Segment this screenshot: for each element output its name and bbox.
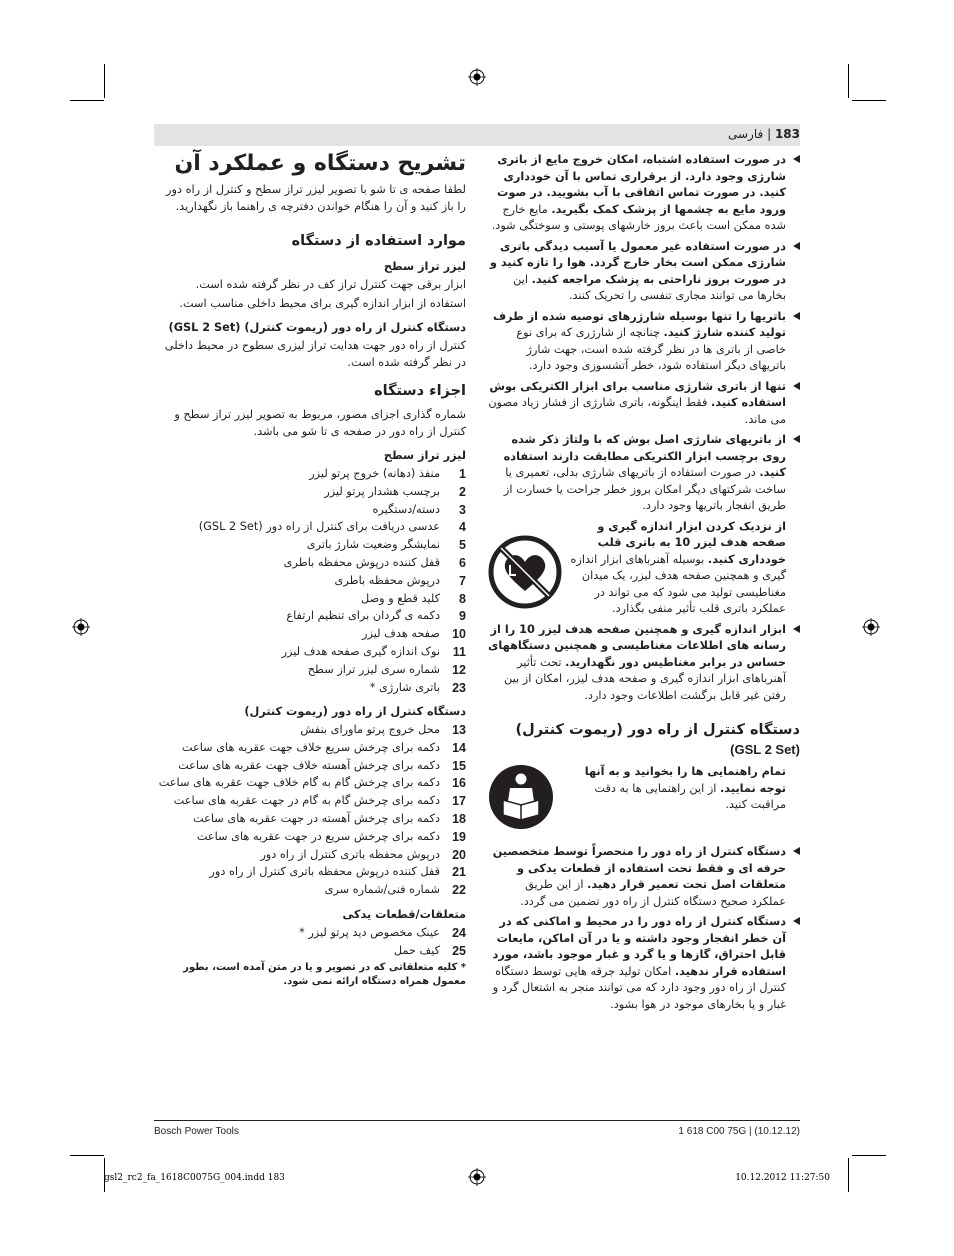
usage-subheading: دستگاه کنترل از راه دور (ریموت کنترل) (GSL 2 Set) bbox=[168, 321, 466, 334]
item-number: 14 bbox=[452, 740, 466, 755]
triangle-bullet-icon bbox=[793, 155, 800, 163]
list-item bbox=[154, 680, 466, 697]
item-text: قفل کننده درپوش محفظه باطری bbox=[283, 555, 440, 569]
list-item bbox=[154, 758, 466, 775]
item-number: 22 bbox=[452, 883, 466, 898]
item-number: 8 bbox=[459, 591, 466, 606]
item-number: 19 bbox=[452, 829, 466, 844]
registration-mark-icon bbox=[468, 68, 486, 86]
intro-text: لطفا صفحه ی تا شو با تصویر لیزر تراز سطح و کنترل از راه دور را باز کنید و آن را هنگام خواندن دفترچه ی راهنما باز نگهدارید. bbox=[166, 183, 466, 213]
pacemaker-warning: از نزدیک کردن ابزار اندازه گیری و صفحه هدف لیزر 10 به باتری قلب خودداری کنید. بوسیله آهنرباهای ابزار اندازه گیری و همچنین صفحه هدف لیزر، یک میدان مغناطیسی تولید می شود که می تواند در عملکرد باتری قلب تأثیر منفی بگذارد. bbox=[488, 519, 800, 618]
item-text: عدسی دریافت برای کنترل از راه دور (GSL 2 Set) bbox=[198, 520, 440, 534]
item-number: 18 bbox=[452, 812, 466, 827]
list-item bbox=[154, 519, 466, 536]
item-text: دکمه برای چرخش گام به گام در جهت عقربه های ساعت bbox=[173, 794, 440, 808]
list-item bbox=[154, 608, 466, 625]
crop-mark bbox=[848, 64, 849, 98]
parts-subheading: متعلقات/قطعات یدکی bbox=[342, 907, 466, 921]
footer-code: 1 618 C00 75G | (10.12.12) bbox=[678, 1126, 800, 1137]
list-item bbox=[154, 626, 466, 643]
triangle-bullet-icon bbox=[793, 382, 800, 390]
list-item bbox=[154, 829, 466, 846]
page-number: 183 bbox=[774, 127, 800, 141]
remote-bullet: دستگاه کنترل از راه دور را در محیط و اماکنی که در آن خطر انفجار وجود داشته و یا در آن اماکن، مایعات قابل احتراق، گازها و یا گرد و غبار موجود باشد، مورد استفاده قرار ندهید. امکان تولید جرقه هایی توسط دستگاه کنترل از راه دور وجود دارد که می توانند منجر به اشتعال گرد و غبار و یا بخارهای موجود در هوا بشود. bbox=[488, 914, 800, 1013]
item-text: دکمه برای چرخش گام به گام خلاف جهت عقربه های ساعت bbox=[158, 776, 440, 790]
list-item bbox=[154, 537, 466, 554]
crop-mark bbox=[852, 1155, 886, 1156]
battery-bullet: باتریها را تنها بوسیله شارژرهای توصیه شده از طرف تولید کننده شارژ کنید. چنانچه از شارژری که برای نوع خاصی از باتری ها در نظر گرفته شده است، جهت شارژ باتریهای دیگر استفاده شود، خطر آتشسوزی وجود دارد. bbox=[488, 309, 800, 375]
list-item bbox=[154, 740, 466, 757]
item-number: 20 bbox=[452, 847, 466, 862]
item-number: 12 bbox=[452, 662, 466, 677]
registration-mark-icon bbox=[468, 1168, 486, 1186]
list-item bbox=[154, 466, 466, 483]
triangle-bullet-icon bbox=[793, 435, 800, 443]
item-text: کیف حمل bbox=[393, 943, 440, 957]
list-item bbox=[154, 793, 466, 810]
item-number: 10 bbox=[452, 627, 466, 642]
accessories-note: * کلیه متعلقاتی که در تصویر و یا در متن آمده است، بطور معمول همراه دستگاه ارائه نمی شود. bbox=[183, 962, 466, 988]
item-text: دکمه برای چرخش آهسته در جهت عقربه های ساعت bbox=[193, 812, 440, 826]
right-column bbox=[488, 152, 800, 1017]
list-item bbox=[154, 811, 466, 828]
item-text: محل خروج پرتو ماورای بنفش bbox=[300, 723, 440, 737]
section-title: تشریح دستگاه و عملکرد آن bbox=[174, 151, 466, 176]
crop-mark bbox=[70, 1155, 104, 1156]
language-label: فارسی bbox=[728, 127, 764, 141]
item-number: 23 bbox=[452, 680, 466, 695]
item-number: 24 bbox=[452, 925, 466, 940]
item-number: 13 bbox=[452, 723, 466, 738]
list-item bbox=[154, 662, 466, 679]
remote-safety-heading: دستگاه کنترل از راه دور (ریموت کنترل) (GSL 2 Set) bbox=[515, 722, 800, 757]
battery-bullet: تنها از باتری شارژی مناسب برای ابزار الکتریکی بوش استفاده کنید. فقط اینگونه، باتری شارژی از فشار زیاد مصون می ماند. bbox=[488, 379, 800, 429]
slug-file: gsl2_rc2_fa_1618C0075G_004.indd 183 bbox=[104, 1173, 285, 1183]
registration-mark-icon bbox=[72, 618, 90, 636]
item-text: صفحه هدف لیزر bbox=[362, 627, 440, 641]
item-text: درپوش محفظه باتری کنترل از راه دور bbox=[260, 847, 440, 861]
list-item bbox=[154, 882, 466, 899]
item-number: 17 bbox=[452, 794, 466, 809]
item-text: کلید قطع و وصل bbox=[361, 591, 440, 605]
item-number: 9 bbox=[459, 609, 466, 624]
footer-rule bbox=[154, 1120, 800, 1121]
no-pacemaker-icon bbox=[488, 535, 562, 609]
parts-subheading: دستگاه کنترل از راه دور (ریموت کنترل) bbox=[244, 705, 466, 719]
list-item bbox=[154, 943, 466, 960]
item-text: دکمه ی گردان برای تنظیم ارتفاع bbox=[286, 609, 440, 623]
item-text: دکمه برای چرخش آهسته خلاف جهت عقربه های ساعت bbox=[178, 758, 440, 772]
list-item bbox=[154, 502, 466, 519]
registration-mark-icon bbox=[862, 618, 880, 636]
remote-bullet: دستگاه کنترل از راه دور را منحصراً توسط متخصصین حرفه ای و فقط تحت استفاده از قطعات یدکی و متعلقات اصل تحت تعمیر قرار دهید. از این طریق عملکرد صحیح دستگاه کنترل از راه دور تضمین می گردد. bbox=[488, 844, 800, 910]
item-text: قفل کننده درپوش محفظه باتری کنترل از راه دور bbox=[209, 865, 440, 879]
item-number: 2 bbox=[459, 484, 466, 499]
list-item bbox=[154, 644, 466, 661]
parts-list-laser bbox=[154, 466, 466, 696]
parts-list-accessories bbox=[154, 925, 466, 959]
battery-bullet: از باتریهای شارژی اصل بوش که با ولتاژ ذکر شده روی برچسب ابزار الکتریکی مطابقت دارند استفاده کنید. در صورت استفاده از باتریهای شارژی بدلی، تعمیری یا ساخت شرکتهای دیگر امکان بروز خطر جراحت یا خسارت از طریق انفجار باتریها وجود دارد. bbox=[488, 432, 800, 515]
triangle-bullet-icon bbox=[793, 847, 800, 855]
triangle-bullet-icon bbox=[793, 625, 800, 633]
read-manual-icon bbox=[488, 764, 554, 830]
usage-subheading: لیزر تراز سطح bbox=[383, 260, 466, 273]
left-column bbox=[154, 150, 466, 989]
battery-bullet: در صورت استفاده غیر معمول یا آسیب دیدگی باتری شارژی ممکن است بخار خارج گردد. هوا را تازه کنید و در صورت بروز ناراحتی به پزشک مراجعه کنید. این بخارها می توانند مجاری تنفسی را تحریک کنند. bbox=[488, 239, 800, 305]
list-item bbox=[154, 555, 466, 572]
battery-bullet: در صورت استفاده اشتباه، امکان خروج مایع از باتری شارژی وجود دارد. از برقراری تماس با آن خودداری کنید. در صورت تماس اتفاقی با آب بشویید. در صوت ورود مایع به چشمها از پزشک کمک بگیرید. مایع خارج شده ممکن است باعث بروز خارشهای پوستی و سوختگی شود. bbox=[488, 152, 800, 235]
parts-intro: شماره گذاری اجزای مصور، مربوط به تصویر لیزر تراز سطح و کنترل از راه دور در صفحه ی تا شو می باشد. bbox=[174, 408, 466, 438]
triangle-bullet-icon bbox=[793, 917, 800, 925]
item-text: عینک مخصوص دید پرتو لیزر * bbox=[299, 925, 440, 939]
header-bar bbox=[154, 124, 800, 146]
item-number: 25 bbox=[452, 943, 466, 958]
item-text: برچسب هشدار پرتو لیزر bbox=[324, 484, 440, 498]
slug-date: 10.12.2012 11:27:50 bbox=[735, 1173, 830, 1183]
usage-text: ابزار برقی جهت کنترل تراز کف در نظر گرفته شده است. bbox=[195, 278, 466, 291]
list-item bbox=[154, 775, 466, 792]
item-number: 3 bbox=[459, 502, 466, 517]
item-text: شماره سری لیزر تراز سطح bbox=[307, 662, 440, 676]
item-number: 1 bbox=[459, 467, 466, 481]
list-item bbox=[154, 864, 466, 881]
page-header: 183 | فارسی bbox=[728, 127, 800, 141]
list-item bbox=[154, 573, 466, 590]
usage-text: استفاده از ابزار اندازه گیری برای محیط داخلی مناسب است. bbox=[179, 296, 466, 310]
triangle-bullet-icon bbox=[793, 312, 800, 320]
list-item bbox=[154, 847, 466, 864]
item-number: 4 bbox=[459, 520, 466, 535]
usage-text: کنترل از راه دور جهت هدایت تراز لیزری سطوح در محیط داخلی در نظر گرفته شده است. bbox=[164, 339, 466, 369]
item-number: 21 bbox=[452, 865, 466, 880]
parts-heading: اجزاء دستگاه bbox=[374, 383, 466, 399]
read-manual-warning: تمام راهنمایی ها را بخوانید و به آنها توجه نمایید. از این راهنمایی ها به دقت مراقبت کنید. bbox=[488, 764, 800, 830]
parts-subheading: لیزر تراز سطح bbox=[383, 449, 466, 462]
list-item bbox=[154, 484, 466, 501]
item-number: 11 bbox=[452, 644, 466, 659]
item-number: 15 bbox=[452, 758, 466, 773]
footer-brand: Bosch Power Tools bbox=[154, 1126, 239, 1137]
item-text: دسته/دستگیره bbox=[372, 502, 440, 516]
item-number: 16 bbox=[452, 776, 466, 791]
crop-mark bbox=[70, 100, 104, 101]
usage-heading: موارد استفاده از دستگاه bbox=[291, 233, 466, 249]
crop-mark bbox=[848, 1158, 849, 1192]
list-item bbox=[154, 591, 466, 608]
item-text: درپوش محفظه باطری bbox=[334, 573, 440, 587]
item-text: نوک اندازه گیری صفحه هدف لیزر bbox=[281, 644, 440, 658]
magnet-bullet: ابزار اندازه گیری و همچنین صفحه هدف لیزر 10 را از رسانه های اطلاعات مغناطیسی و همچنین دستگاههای حساس در برابر مغناطیس دور نگهدارید. تحت تأثیر آهنرباهای ابزار اندازه گیری و صفحه هدف لیزر، امکان از بین رفتن غیر قابل برگشت اطلاعات وجود دارد. bbox=[488, 622, 800, 705]
list-item bbox=[154, 925, 466, 942]
list-item bbox=[154, 722, 466, 739]
item-number: 6 bbox=[459, 555, 466, 570]
item-text: باتری شارژی * bbox=[369, 680, 440, 694]
triangle-bullet-icon bbox=[793, 242, 800, 250]
item-number: 7 bbox=[459, 573, 466, 588]
item-text: منفذ (دهانه) خروج پرتو لیزر bbox=[309, 467, 440, 480]
crop-mark bbox=[852, 100, 886, 101]
item-text: دکمه برای چرخش سریع خلاف جهت عقربه های ساعت bbox=[181, 740, 440, 754]
item-text: نمایشگر وضعیت شارژ باتری bbox=[306, 538, 440, 552]
crop-mark bbox=[104, 64, 105, 98]
item-text: دکمه برای چرخش سریع در جهت عقربه های ساعت bbox=[196, 829, 440, 843]
item-text: شماره فنی/شماره سری bbox=[324, 883, 440, 897]
parts-list-remote bbox=[154, 722, 466, 899]
item-number: 5 bbox=[459, 538, 466, 553]
